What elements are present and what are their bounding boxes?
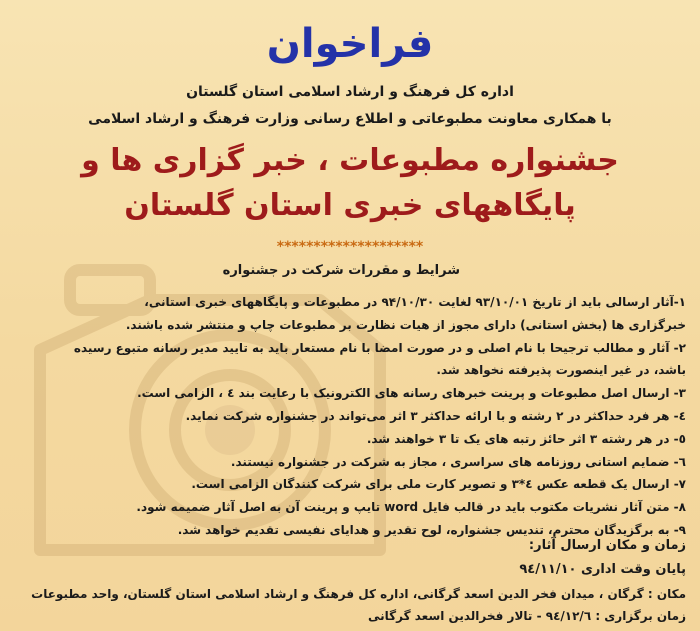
rule-line: ۱-آثار ارسالی باید از تاریخ ۹۳/۱۰/۰۱ لغایت ۹۴/۱۰/۳۰ در مطبوعات و پایگاههای خبری استانی، bbox=[144, 295, 686, 309]
star-divider: ******************** bbox=[276, 239, 424, 255]
organizer-line: اداره کل فرهنگ و ارشاد اسلامی استان گلستان bbox=[186, 84, 514, 100]
rule-line: باشد، در غیر اینصورت پذیرفته نخواهد شد. bbox=[436, 363, 686, 378]
poster-title: فراخوان bbox=[266, 21, 434, 67]
rule-line: ٦- ضمایم استانی روزنامه های سراسری ، مجاز به شرکت در جشنواره نیستند. bbox=[230, 454, 686, 469]
festival-title-line1: جشنواره مطبوعات ، خبر گزاری ها و bbox=[81, 143, 619, 178]
submission-place: مکان : گرگان ، میدان فخر الدین اسعد گرگانی، اداره کل فرهنگ و ارشاد اسلامی استان گلستان، واحد مطبوعات bbox=[31, 587, 686, 601]
cooperation-line: با همکاری معاونت مطبوعاتی و اطلاع رسانی وزارت فرهنگ و ارشاد اسلامی bbox=[88, 111, 612, 127]
rule-line: ۸- متن آثار نشریات مکتوب باید در قالب فایل word تایپ و پرینت آن به اصل آثار ضمیمه شود. bbox=[136, 500, 686, 515]
rule-line: ٥- در هر رشته ۳ اثر حائز رتبه های یک تا ۳ خواهند شد. bbox=[366, 431, 686, 446]
rule-line: خبرگزاری ها (بخش استانی) دارای مجوز از هیات نظارت بر مطبوعات چاپ و منتشر شده باشند. bbox=[125, 317, 686, 332]
rule-line: ٤- هر فرد حداکثر در ۲ رشته و با ارائه حداکثر ۳ اثر می‌تواند در جشنواره شرکت نماید. bbox=[185, 408, 686, 423]
rule-line: ۹- به برگزیدگان محترم، تندیس جشنواره، لوح تقدیر و هدایای نفیسی تقدیم خواهد شد. bbox=[177, 522, 686, 537]
submission-deadline: پایان وقت اداری ۹٤/۱۱/۱۰ bbox=[519, 562, 686, 577]
rules-title: شرایط و مقررات شرکت در جشنواره bbox=[222, 263, 460, 278]
rule-line: ۷- ارسال یک قطعه عکس ٤*۳ و تصویر کارت ملی برای شرکت کنندگان الزامی است. bbox=[191, 477, 686, 492]
rule-line: ۳- ارسال اصل مطبوعات و پرینت خبرهای رسانه های الکترونیک با رعایت بند ٤ ، الزامی است. bbox=[137, 386, 686, 401]
festival-title-line2: پایگاههای خبری استان گلستان bbox=[124, 188, 576, 223]
ceremony-date: زمان برگزاری : ۹٤/۱۲/٦ - تالار فخرالدین اسعد گرگانی bbox=[368, 609, 686, 623]
rules-list bbox=[10, 291, 686, 542]
submission-label: زمان و مکان ارسال آثار: bbox=[528, 538, 686, 553]
rule-line: ۲- آثار و مطالب ترجیحا با نام اصلی و در صورت امضا با نام مستعار باید به تایید مدیر رسانه متبوع رسیده bbox=[73, 340, 686, 355]
